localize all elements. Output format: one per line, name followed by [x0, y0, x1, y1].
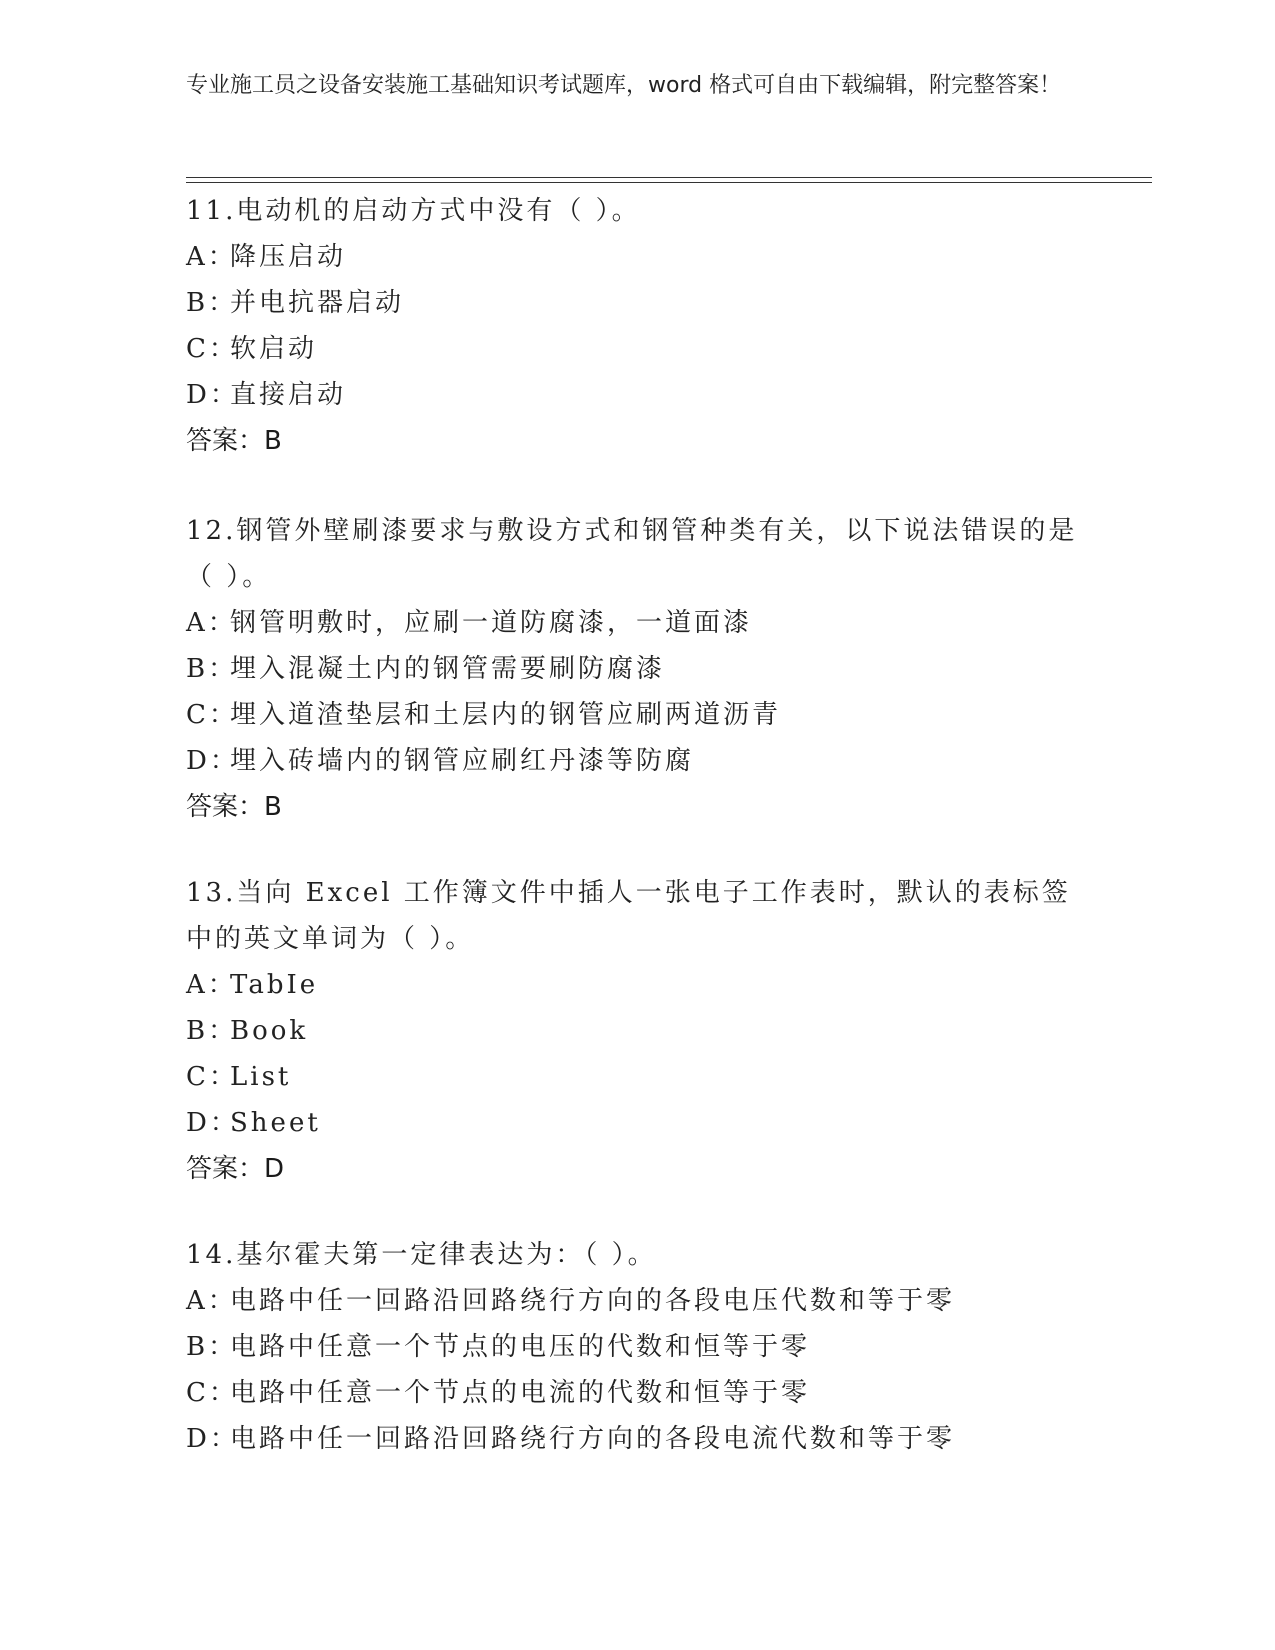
question-stem: 12.钢管外壁刷漆要求与敷设方式和钢管种类有关，以下说法错误的是（ ）。 [186, 516, 1078, 592]
option-a [186, 1278, 1086, 1324]
option-key: A： [186, 608, 237, 638]
option-text: 软启动 [230, 334, 318, 364]
option-key: C： [186, 334, 238, 364]
answer-line: 答案：B [186, 426, 282, 456]
option-text: 埋入混凝土内的钢管需要刷防腐漆 [230, 654, 666, 684]
option-b [186, 1008, 1086, 1054]
option-key: B： [186, 1332, 238, 1362]
question-14 [186, 1232, 1086, 1462]
option-b [186, 646, 1086, 692]
option-text: Sheet [230, 1108, 321, 1138]
option-key: B： [186, 1016, 238, 1046]
header-divider-line-second [186, 182, 1152, 183]
option-text: 电路中任意一个节点的电流的代数和恒等于零 [230, 1378, 811, 1408]
option-text: List [230, 1062, 292, 1092]
option-key: D： [186, 746, 239, 776]
option-text: 并电抗器启动 [230, 288, 405, 318]
option-text: 直接启动 [230, 380, 347, 410]
option-a [186, 600, 1086, 646]
question-13 [186, 870, 1086, 1192]
answer-line: 答案：D [186, 1154, 285, 1184]
question-stem: 13.当向 Excel 工作簿文件中插人一张电子工作表时，默认的表标签中的英文单词为（ ）。 [186, 878, 1071, 954]
option-c [186, 1370, 1086, 1416]
option-text: 埋入道渣垫层和土层内的钢管应刷两道沥青 [230, 700, 782, 730]
option-c [186, 326, 1086, 372]
option-text: 降压启动 [230, 242, 347, 272]
option-c [186, 692, 1086, 738]
answer-line: 答案：B [186, 792, 282, 822]
option-text: 埋入砖墙内的钢管应刷红丹漆等防腐 [230, 746, 695, 776]
option-text: 电路中任意一个节点的电压的代数和恒等于零 [230, 1332, 811, 1362]
option-c [186, 1054, 1086, 1100]
option-text: 电路中任一回路沿回路绕行方向的各段电流代数和等于零 [230, 1424, 956, 1454]
option-b [186, 1324, 1086, 1370]
document-header: 专业施工员之设备安装施工基础知识考试题库，word 格式可自由下载编辑，附完整答案！ [186, 73, 1062, 98]
header-divider-line [186, 177, 1152, 178]
option-key: A： [186, 242, 237, 272]
question-12 [186, 508, 1086, 830]
option-d [186, 372, 1086, 418]
option-d [186, 1416, 1086, 1462]
option-d [186, 1100, 1086, 1146]
option-key: B： [186, 654, 238, 684]
option-text: TabIe [230, 970, 319, 1000]
option-text: Book [230, 1016, 309, 1046]
option-key: D： [186, 1424, 239, 1454]
option-key: C： [186, 700, 238, 730]
option-key: C： [186, 1062, 238, 1092]
option-b [186, 280, 1086, 326]
option-key: A： [186, 1286, 237, 1316]
option-key: D： [186, 380, 239, 410]
option-text: 电路中任一回路沿回路绕行方向的各段电压代数和等于零 [230, 1286, 956, 1316]
option-a [186, 234, 1086, 280]
question-11 [186, 188, 1086, 464]
option-key: D： [186, 1108, 239, 1138]
question-stem: 14.基尔霍夫第一定律表达为：（ ）。 [186, 1240, 657, 1270]
option-d [186, 738, 1086, 784]
option-key: C： [186, 1378, 238, 1408]
question-stem: 11.电动机的启动方式中没有（ ）。 [186, 196, 641, 226]
option-key: A： [186, 970, 237, 1000]
option-a [186, 962, 1086, 1008]
option-key: B： [186, 288, 238, 318]
option-text: 钢管明敷时，应刷一道防腐漆，一道面漆 [230, 608, 753, 638]
